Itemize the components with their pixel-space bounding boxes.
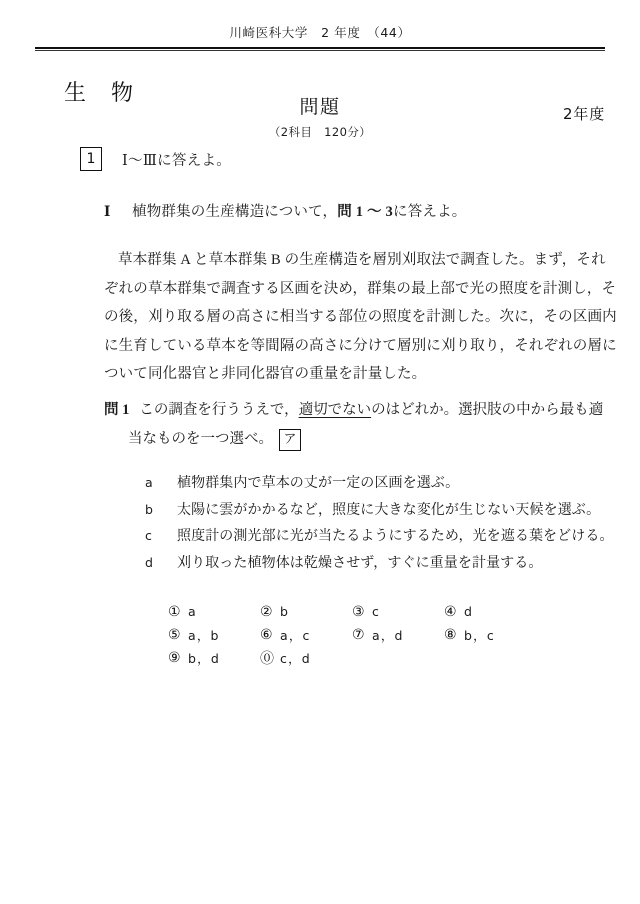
answer-option-value: c，d — [280, 650, 311, 666]
header-rule — [35, 47, 605, 51]
answer-option-row — [168, 623, 538, 646]
choice-key: d — [145, 554, 153, 570]
section-mark: Ⅰ — [104, 204, 111, 219]
answer-option-value: a，c — [280, 627, 311, 643]
answer-option[interactable] — [444, 604, 536, 620]
question-1-underlined-text: 適切でない — [298, 402, 372, 418]
choice-statement — [145, 523, 614, 550]
choice-text: 刈り取った植物体は乾燥させず，すぐに重量を計量する。 — [177, 555, 543, 571]
circled-number-icon: ③ — [352, 603, 365, 620]
exam-duration-note: （2科目 120分） — [268, 125, 372, 139]
choice-statement — [145, 497, 601, 524]
choice-text: 太陽に雲がかかるなど，照度に大きな変化が生じない天候を選ぶ。 — [177, 502, 601, 518]
passage-line: に生育している草本を等間隔の高さに分けて層別に刈り取り，それぞれの層に — [104, 337, 617, 354]
passage-paragraph — [104, 246, 617, 389]
question-1-label: 問 1 — [104, 402, 130, 418]
section-text-bold: 問 1 ～ 3 — [337, 204, 393, 220]
answer-option[interactable] — [260, 604, 352, 620]
exam-year: 2年度 — [563, 105, 605, 123]
header-rule-thin — [35, 50, 605, 51]
answer-option[interactable] — [168, 604, 260, 620]
answer-option-value: d — [464, 604, 474, 619]
answer-option-value: c — [372, 604, 381, 619]
question-1-text-after: のはどれか。選択肢の中から最も適 — [371, 402, 604, 418]
section-text — [132, 200, 467, 221]
choice-key: c — [145, 528, 152, 543]
circled-number-icon: ⑨ — [168, 649, 181, 666]
passage-line: ぞれの草本群集で調査する区画を決め，群集の最上部で光の照度を計測し，そ — [104, 280, 617, 297]
answer-option-row — [168, 600, 538, 623]
question-1-block — [104, 396, 604, 454]
choice-key: b — [145, 501, 153, 517]
answer-option-row — [168, 646, 538, 669]
question-1-line-1 — [104, 396, 604, 425]
passage-line: ついて同化器官と非同化器官の重量を計量した。 — [104, 366, 427, 382]
answer-option-value: a — [188, 604, 197, 619]
answer-option-value: b，c — [464, 627, 495, 643]
answer-option-value: a，d — [372, 627, 404, 643]
answer-option[interactable] — [260, 648, 352, 668]
section-text-before: 植物群集の生産構造について， — [132, 204, 338, 220]
choice-key: a — [145, 475, 153, 490]
section-heading — [104, 200, 467, 221]
circled-number-icon: ⓪ — [260, 650, 274, 667]
passage-line: 草本群集 A と草本群集 B の生産構造を層別刈取法で調査した。まず，それ — [118, 252, 606, 268]
answer-option-value: b，d — [188, 650, 220, 666]
choice-statement — [145, 470, 565, 497]
circled-number-icon: ① — [168, 603, 181, 620]
question-number-row — [80, 147, 231, 171]
answer-option-value: b — [280, 604, 290, 619]
circled-number-icon: ⑥ — [260, 626, 273, 643]
answer-option[interactable] — [260, 626, 352, 644]
question-1-text-continued: 当なものを一つ選べ。 — [128, 431, 273, 447]
question-number-instruction: Ⅰ～Ⅲに答えよ。 — [122, 152, 232, 169]
choice-statement-list — [145, 470, 614, 576]
question-number-box: 1 — [80, 147, 102, 171]
choice-text: 照度計の測光部に光が当たるようにするため，光を遮る葉をどける。 — [177, 529, 614, 544]
answer-option-value: a，b — [188, 627, 220, 643]
circled-number-icon: ⑦ — [352, 626, 365, 643]
answer-option[interactable] — [352, 626, 444, 644]
answer-option[interactable] — [444, 626, 536, 644]
circled-number-icon: ⑤ — [168, 626, 181, 643]
page-title: 問題 — [299, 96, 341, 118]
header-rule-thick — [35, 47, 605, 49]
passage-line: の後，刈り取る層の高さに相当する部位の照度を計測した。次に，その区画内 — [104, 309, 617, 325]
choice-statement — [145, 550, 565, 577]
question-1-text-before: この調査を行ううえで， — [139, 402, 299, 418]
running-head: 川崎医科大学 2 年度 （44） — [229, 25, 411, 40]
answer-slot-box[interactable]: ア — [279, 429, 301, 451]
section-text-after: に答えよ。 — [393, 204, 467, 220]
circled-number-icon: ② — [260, 603, 273, 620]
question-1-line-2 — [128, 425, 564, 454]
answer-option[interactable] — [168, 626, 260, 644]
answer-option[interactable] — [168, 649, 260, 667]
subject-title: 生 物 — [64, 81, 142, 106]
circled-number-icon: ⑧ — [444, 626, 457, 643]
choice-text: 植物群集内で草本の丈が一定の区画を選ぶ。 — [177, 476, 460, 491]
answer-option-grid — [168, 600, 538, 669]
circled-number-icon: ④ — [444, 603, 457, 620]
answer-option[interactable] — [352, 604, 444, 620]
